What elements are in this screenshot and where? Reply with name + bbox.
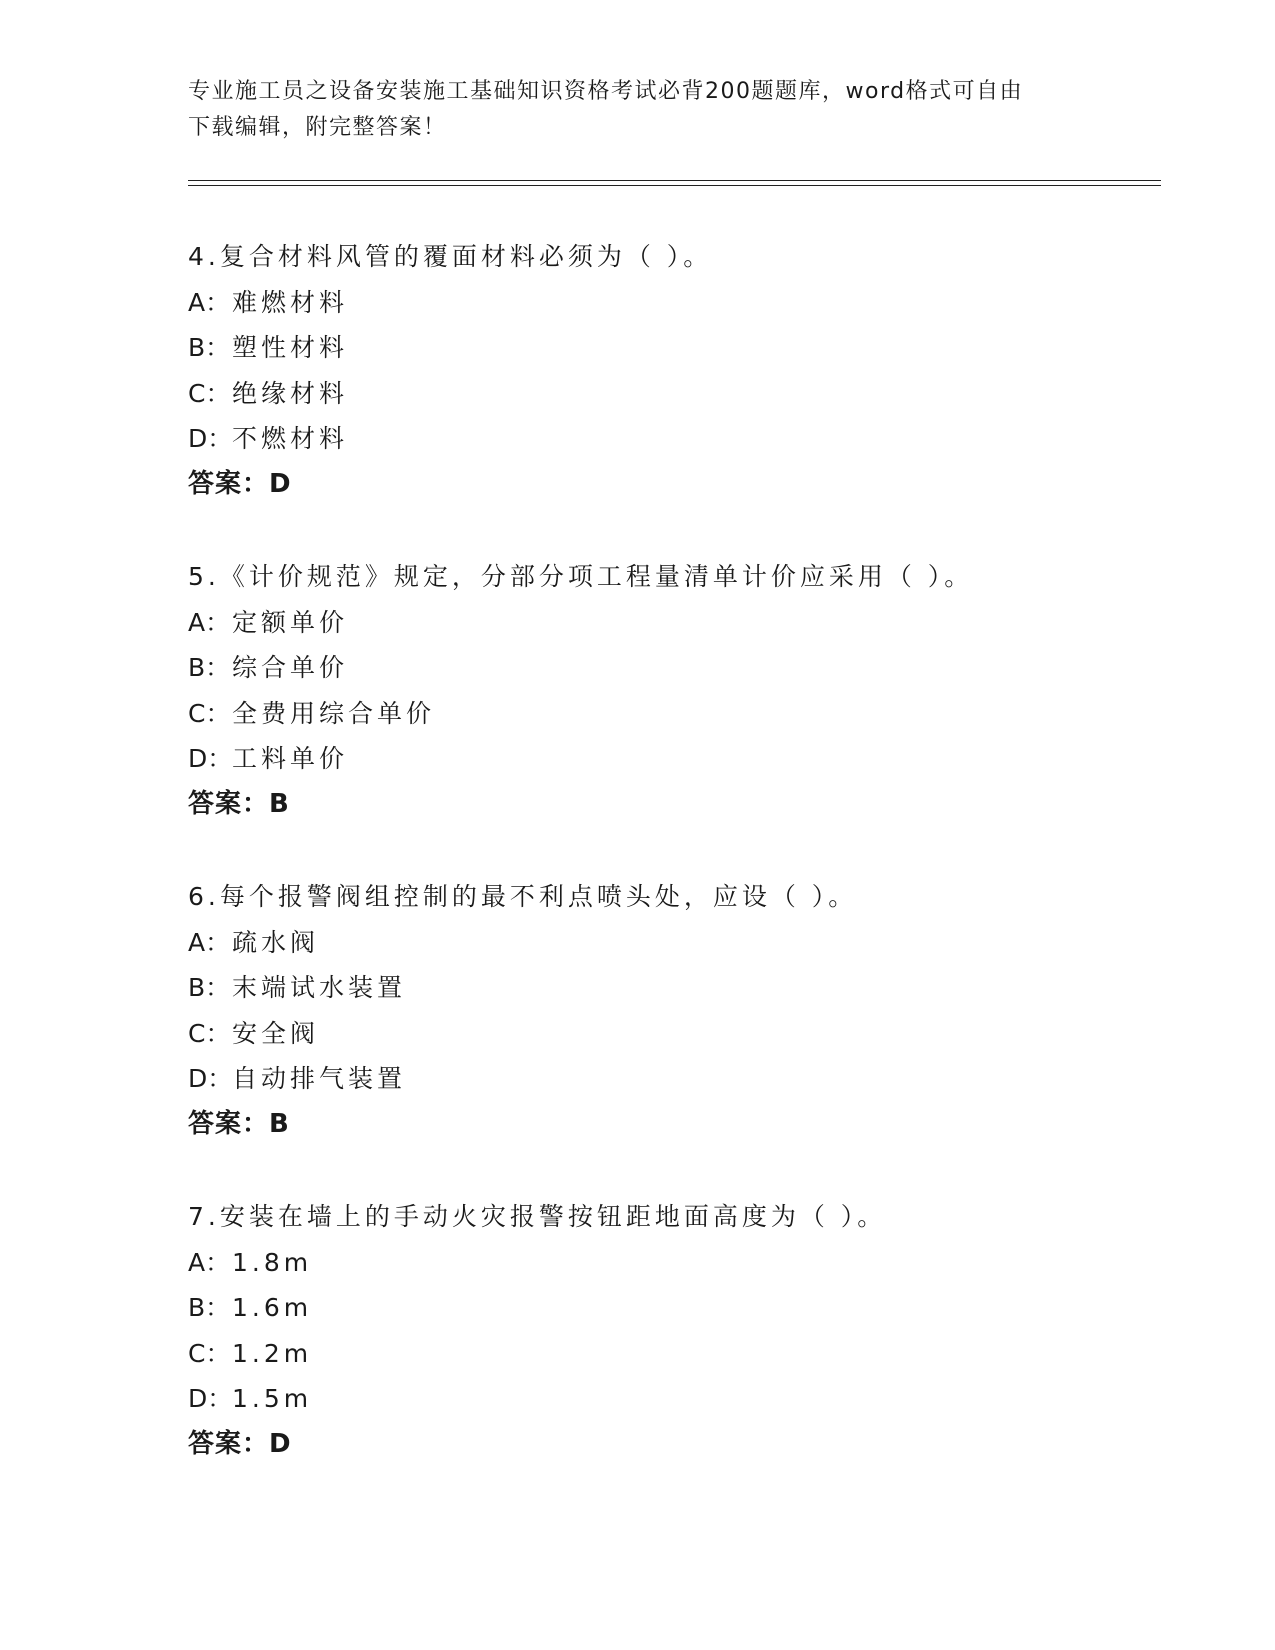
option-a (188, 280, 1138, 326)
question-block (188, 234, 1138, 508)
option-a (188, 600, 1138, 646)
question-block (188, 1194, 1138, 1468)
option-text: 末端试水装置 (232, 973, 407, 1003)
option-text: 疏水阀 (232, 927, 320, 957)
question-stem: 4.复合材料风管的覆面材料必须为（ ）。 (188, 242, 713, 271)
answer-line: 答案：D (188, 468, 292, 499)
option-d (188, 1376, 1138, 1422)
option-a (188, 1240, 1138, 1286)
answer-line: 答案：D (188, 1428, 292, 1459)
header-line-1: 专业施工员之设备安装施工基础知识资格考试必背200题题库，word格式可自由 (188, 79, 1024, 104)
option-b (188, 325, 1138, 371)
option-letter: B： (188, 973, 231, 1003)
option-letter: D： (188, 1064, 233, 1094)
document-header (188, 74, 1088, 146)
option-letter: A： (188, 927, 231, 957)
question-stem: 7.安装在墙上的手动火灾报警按钮距地面高度为（ ）。 (188, 1202, 887, 1231)
option-c (188, 691, 1138, 737)
option-letter: D： (188, 744, 233, 774)
header-divider-bottom (188, 185, 1161, 186)
option-text: 1.5m (232, 1384, 313, 1414)
option-d (188, 736, 1138, 782)
option-letter: D： (188, 424, 233, 454)
header-line-2: 下载编辑，附完整答案！ (188, 115, 447, 140)
option-text: 1.6m (232, 1293, 313, 1323)
option-letter: A： (188, 1247, 231, 1277)
option-letter: A： (188, 287, 231, 317)
option-c (188, 1011, 1138, 1057)
option-text: 综合单价 (232, 653, 349, 683)
question-stem: 5.《计价规范》规定，分部分项工程量清单计价应采用（ ）。 (188, 562, 974, 591)
option-text: 不燃材料 (232, 424, 349, 454)
option-c (188, 371, 1138, 417)
question-block (188, 554, 1138, 828)
option-text: 工料单价 (232, 744, 349, 774)
option-a (188, 920, 1138, 966)
option-text: 塑性材料 (232, 333, 349, 363)
option-b (188, 965, 1138, 1011)
header-divider-top (188, 180, 1161, 181)
answer-line: 答案：B (188, 1108, 290, 1139)
option-letter: B： (188, 333, 231, 363)
option-letter: C： (188, 1338, 231, 1368)
option-text: 绝缘材料 (232, 378, 349, 408)
option-b (188, 645, 1138, 691)
option-b (188, 1285, 1138, 1331)
option-letter: D： (188, 1384, 233, 1414)
option-d (188, 1056, 1138, 1102)
option-text: 安全阀 (232, 1018, 320, 1048)
option-letter: A： (188, 607, 231, 637)
option-letter: B： (188, 1293, 231, 1323)
option-c (188, 1331, 1138, 1377)
question-stem: 6.每个报警阀组控制的最不利点喷头处，应设（ ）。 (188, 882, 858, 911)
option-letter: C： (188, 378, 231, 408)
question-block (188, 874, 1138, 1148)
option-text: 1.2m (232, 1338, 313, 1368)
option-letter: C： (188, 698, 231, 728)
option-text: 定额单价 (232, 607, 349, 637)
option-text: 难燃材料 (232, 287, 349, 317)
option-letter: B： (188, 653, 231, 683)
option-text: 1.8m (232, 1247, 313, 1277)
option-d (188, 416, 1138, 462)
option-text: 全费用综合单价 (232, 698, 436, 728)
option-text: 自动排气装置 (232, 1064, 407, 1094)
answer-line: 答案：B (188, 788, 290, 819)
option-letter: C： (188, 1018, 231, 1048)
